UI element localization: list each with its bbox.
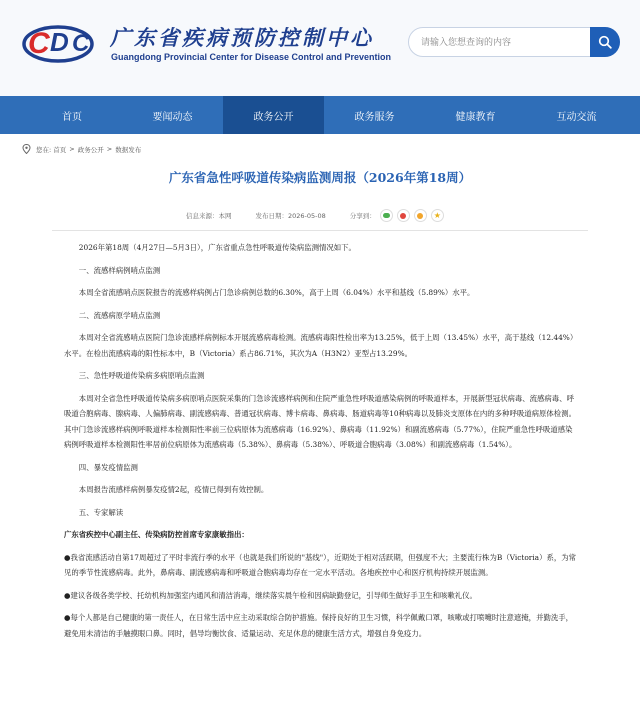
article-body: [64, 240, 577, 641]
publish-date: 发布日期：2026-05-08: [255, 212, 326, 220]
section-heading: 三、急性呼吸道传染病多病原哨点监测: [78, 371, 205, 380]
intro-paragraph: 2026年第18周（4月27日—5月3日），广东省重点急性呼吸道传染病监测情况如下。: [78, 243, 356, 252]
search-box: [408, 27, 620, 57]
bullet-paragraph: ●我省流感活动自第17周超过了平时非流行季的水平（也就是我们所说的"基线"），近期处于相对活跃期，但强度不大；主要流行株为B（Victoria）系，为常见的季节性流感病毒。此外，鼻病毒、副流感病毒和呼吸道合胞病毒均存在一定水平活动。各地疾控中心和医疗机构持续开展监测。: [64, 552, 577, 577]
section-heading: 五、专家解读: [78, 507, 124, 517]
wechat-icon[interactable]: [380, 209, 393, 222]
search-button[interactable]: [590, 27, 620, 57]
body-paragraph: 本周报告流感样病例暴发疫情2起，疫情已得到有效控制。: [78, 485, 269, 494]
article-title: 广东省急性呼吸道传染病监测周报（2026年第18周）: [168, 170, 472, 185]
bullet-paragraph: ●每个人都是自己健康的第一责任人，在日常生活中应主动采取综合防护措施。保持良好的卫生习惯，科学佩戴口罩，咳嗽或打喷嚏时注意遮掩，并勤洗手，避免用未清洁的手触摸眼口鼻。同时，倡导均衡饮食、适量运动、充足休息的健康生活方式，增强自身免疫力。: [64, 613, 574, 638]
svg-text:D: D: [50, 27, 69, 57]
breadcrumb-separator: >: [69, 145, 75, 153]
breadcrumb-link-home[interactable]: 首页: [53, 145, 67, 154]
site-subtitle: Guangdong Provincial Center for Disease Control and Prevention: [111, 52, 392, 62]
nav-item-home[interactable]: 首页: [62, 111, 82, 123]
qzone-icon[interactable]: [414, 209, 427, 222]
section-heading: 一、流感样病例哨点监测: [78, 265, 161, 275]
svg-text:C: C: [72, 30, 90, 57]
svg-text:C: C: [28, 27, 50, 60]
section-heading: 四、暴发疫情监测: [78, 462, 138, 472]
search-input[interactable]: [421, 34, 581, 52]
source-label: 信息来源：本网: [186, 212, 232, 220]
meta-divider: [52, 230, 588, 231]
breadcrumb-link-gov-info[interactable]: 政务公开: [77, 145, 104, 154]
expert-intro: 广东省疾控中心副主任、传染病防控首席专家康敏指出：: [64, 530, 249, 539]
weibo-icon[interactable]: [397, 209, 410, 222]
article-meta: [186, 209, 444, 222]
main-nav: [0, 96, 640, 134]
breadcrumb-link-data-release[interactable]: 数据发布: [115, 145, 142, 154]
nav-item-interaction[interactable]: 互动交流: [556, 111, 597, 123]
cdc-logo[interactable]: [20, 18, 106, 66]
breadcrumb: [22, 143, 141, 155]
site-title: 广东省疾病预防控制中心: [110, 25, 374, 50]
nav-item-gov-service[interactable]: 政务服务: [354, 111, 395, 123]
body-paragraph: 本周对全省急性呼吸道传染病多病原哨点医院采集的门急诊流感样病例和住院严重急性呼吸道感染病例的呼吸道样本，开展新型冠状病毒、流感病毒、呼吸道合胞病毒、腺病毒、人偏肺病毒、副流感病毒、普通冠状病毒、博卡病毒、鼻病毒、肠道病毒等10种病毒以及肺炎支原体在内的多种呼吸道病原体检测。其中门急诊流感样病例呼吸道样本检测阳性率前三位病原体为流感病毒（16.92%）、鼻病毒（11.92%）和副流感病毒（5.77%），住院严重急性呼吸道感染病例呼吸道样本检测阳性率居前位病原体为流感病毒（5.38%）、鼻病毒（5.38%）、呼吸道合胞病毒（3.08%）和副流感病毒（1.54%）。: [64, 393, 576, 449]
favorite-icon[interactable]: ★: [431, 209, 444, 222]
nav-item-news[interactable]: 要闻动态: [152, 111, 193, 123]
breadcrumb-prefix: 您在:: [36, 145, 52, 154]
site-header: [0, 0, 640, 96]
breadcrumb-separator: >: [106, 145, 113, 153]
location-pin-icon: [22, 144, 31, 154]
section-heading: 二、流感病原学哨点监测: [78, 310, 161, 320]
nav-item-health-education[interactable]: 健康教育: [455, 111, 496, 123]
body-paragraph: 本周对全省流感哨点医院门急诊流感样病例标本开展流感病毒检测。流感病毒阳性检出率为13.25%，低于上周（13.45%）水平，高于基线（12.44%）水平。在检出流感病毒的阳性标本中，B（Victoria）系占86.71%，其次为A（H3N2）亚型占13.29%。: [64, 333, 574, 358]
nav-item-gov-info[interactable]: 政务公开: [223, 96, 324, 134]
share-label: 分享到：: [349, 212, 376, 220]
bullet-paragraph: ●建议各级各类学校、托幼机构加强室内通风和清洁消毒，继续落实晨午检和因病缺勤登记，引导师生做好手卫生和咳嗽礼仪。: [64, 590, 477, 600]
body-paragraph: 本周全省流感哨点医院报告的流感样病例占门急诊病例总数的6.30%，高于上周（6.04%）水平和基线（5.89%）水平。: [78, 288, 475, 297]
search-icon: [598, 35, 612, 49]
